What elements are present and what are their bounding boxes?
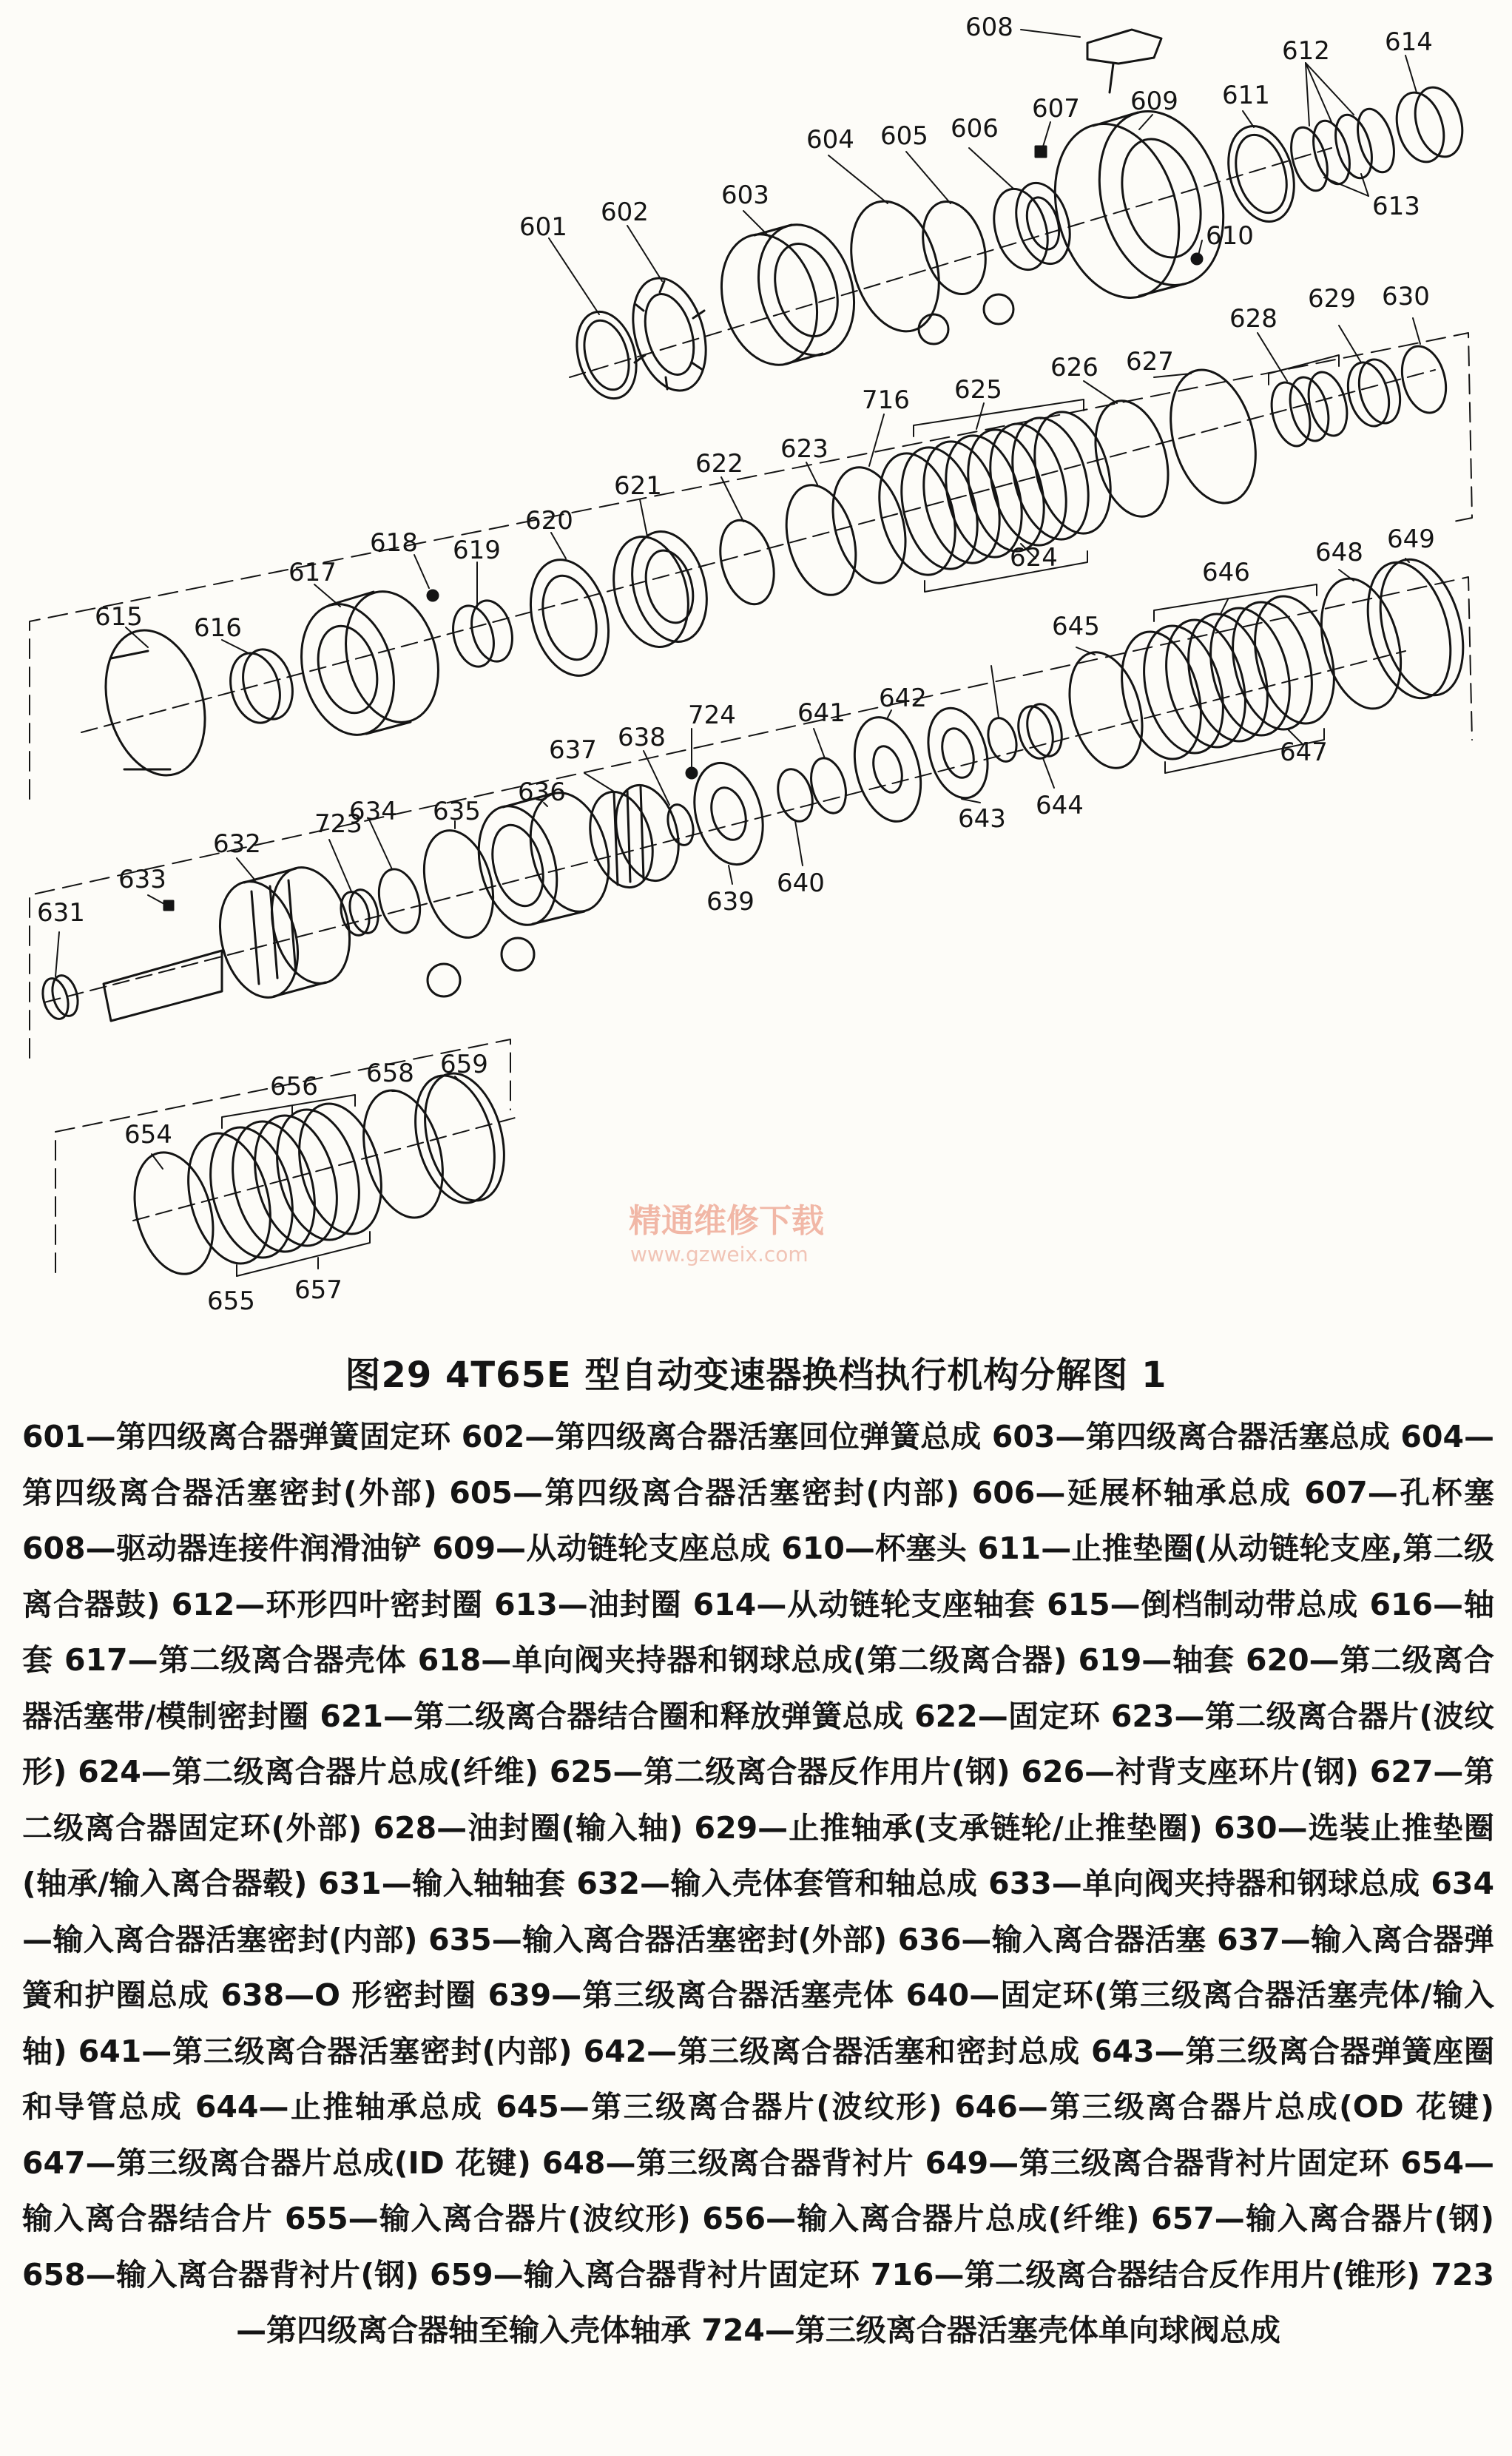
part-608 [1087, 30, 1161, 92]
part-615 [90, 619, 220, 786]
part-617 [288, 581, 452, 746]
part-630 [1395, 341, 1453, 417]
label-609: 609 [1130, 87, 1178, 116]
label-658: 658 [366, 1059, 414, 1088]
label-654: 654 [124, 1120, 172, 1150]
part-618 [428, 590, 438, 601]
label-640: 640 [777, 868, 825, 898]
label-657: 657 [294, 1275, 342, 1305]
leader-lines [55, 30, 1420, 1276]
label-620: 620 [525, 506, 573, 536]
part-621 [602, 523, 718, 655]
label-619: 619 [453, 536, 501, 565]
part-635 [413, 823, 534, 971]
part-645 [1058, 644, 1154, 776]
label-636: 636 [518, 777, 566, 807]
label-616: 616 [194, 613, 242, 643]
part-634 [372, 865, 460, 996]
part-623 [775, 477, 867, 603]
label-602: 602 [601, 198, 649, 227]
label-603: 603 [721, 181, 769, 210]
label-611: 611 [1222, 81, 1270, 110]
part-628 [1265, 355, 1353, 451]
label-621: 621 [614, 471, 662, 501]
label-628: 628 [1229, 304, 1278, 334]
label-655: 655 [207, 1286, 255, 1316]
label-625: 625 [954, 375, 1002, 405]
label-645: 645 [1052, 612, 1100, 641]
watermark-url: www.gzweix.com [630, 1242, 809, 1266]
label-723: 723 [314, 809, 362, 839]
watermark-name: 精通维修下载 [629, 1202, 824, 1240]
label-639: 639 [706, 887, 755, 917]
label-607: 607 [1032, 94, 1080, 124]
label-633: 633 [118, 865, 166, 894]
label-618: 618 [370, 528, 418, 558]
part-631 [38, 973, 81, 1022]
label-659: 659 [440, 1050, 488, 1079]
label-630: 630 [1382, 282, 1430, 311]
parts-legend: 601—第四级离合器弹簧固定环 602—第四级离合器活塞回位弹簧总成 603—第四级离合器活塞总成 604—第四级离合器活塞密封(外部) 605—第四级离合器活塞密封(内部) 606—延展杯轴承总成 607—孔杯塞 608—驱动器连接件润滑油铲 609—从动链轮支座总成 610—杯塞头 611—止推垫圈(从动链轮支座,第二级离合器鼓) 612—环形四叶密封圈 613—油封圈 614—从动链轮支座轴套 615—倒档制动带总成 616—轴套 617—第二级离合器壳体 618—单向阀夹持器和钢球总成(第二级离合器) 619—轴套 620—第二级离合器活塞带/模制密封圈 621—第二级离合器结合圈和释放弹簧总成 622—固定环 623—第二级离合器片(波纹形) 624—第二级离合器片总成(纤维) 625—第二级离合器反作用片(钢) 626—衬背支座环片(钢) 627—第二级离合器固定环(外部) 628—油封圈(输入轴) 629—止推轴承(支承链轮/止推垫圈) 630—选装止推垫圈(轴承/输入离合器毂) 631—输入轴轴套 632—输入壳体套管和轴总成 633—单向阀夹持器和钢球总成 634—输入离合器活塞密封(内部) 635—输入离合器活塞密封(外部) 636—输入离合器活塞 637—输入离合器弹簧和护圈总成 638—O 形密封圈 639—第三级离合器活塞壳体 640—固定环(第三级离合器活塞壳体/输入轴) 641—第三级离合器活塞密封(内部) 642—第三级离合器活塞和密封总成 643—第三级离合器弹簧座圈和导管总成 644—止推轴承总成 645—第三级离合器片(波纹形) 646—第三级离合器片总成(OD 花键) 647—第三级离合器片总成(ID 花键) 648—第三级离合器背衬片 649—第三级离合器背衬片固定环 654—输入离合器结合片 655—输入离合器片(波纹形) 656—输入离合器片总成(纤维) 657—输入离合器片(钢) 658—输入离合器背衬片(钢) 659—输入离合器背衬片固定环 716—第二级离合器结合反作用片(锥形) 723—第四级离合器轴至输入壳体轴承 724—第三级离合器活塞壳体单向球阀总成 [22, 1419, 1495, 2348]
part-649 [1354, 550, 1476, 708]
label-642: 642 [879, 684, 927, 713]
part-number-labels [37, 13, 1435, 1316]
part-633 [164, 901, 173, 910]
label-624: 624 [1010, 543, 1058, 573]
part-723 [337, 886, 382, 938]
label-604: 604 [806, 125, 854, 155]
label-644: 644 [1036, 791, 1084, 820]
label-643: 643 [958, 804, 1006, 834]
part-640b [984, 715, 1021, 764]
part-610 [1192, 254, 1202, 264]
label-629: 629 [1308, 284, 1356, 314]
label-623: 623 [780, 434, 828, 464]
part-616 [223, 644, 300, 728]
label-656: 656 [270, 1072, 318, 1102]
label-613: 613 [1372, 192, 1420, 221]
label-627: 627 [1126, 347, 1174, 377]
label-716: 716 [862, 385, 910, 415]
label-648: 648 [1315, 538, 1363, 567]
label-612: 612 [1282, 36, 1330, 66]
label-608: 608 [965, 13, 1013, 42]
label-610: 610 [1206, 221, 1254, 251]
label-601: 601 [519, 212, 567, 242]
label-647: 647 [1280, 738, 1328, 767]
label-617: 617 [288, 558, 337, 587]
label-635: 635 [433, 797, 481, 826]
part-607 [1036, 146, 1046, 157]
row2-frame [30, 333, 1472, 799]
label-641: 641 [797, 698, 846, 728]
label-622: 622 [695, 449, 743, 479]
part-614 [1389, 82, 1470, 168]
label-724: 724 [688, 701, 736, 730]
part-611 [1218, 118, 1304, 229]
part-659 [402, 1065, 517, 1212]
label-605: 605 [880, 121, 928, 151]
label-626: 626 [1050, 353, 1098, 382]
part-644 [1013, 701, 1067, 763]
label-637: 637 [549, 735, 597, 765]
label-614: 614 [1385, 27, 1433, 57]
label-631: 631 [37, 898, 85, 928]
part-606 [985, 177, 1079, 276]
label-634: 634 [349, 797, 397, 826]
part-626 [1084, 393, 1180, 524]
part-612-613 [1285, 105, 1401, 195]
figure-caption: 图29 4T65E 型自动变速器换档执行机构分解图 1 [345, 1354, 1167, 1396]
label-606: 606 [951, 114, 999, 144]
part-658 [351, 1082, 456, 1227]
part-655-656-657 [175, 1095, 394, 1276]
part-622 [712, 514, 783, 610]
label-646: 646 [1202, 558, 1250, 587]
part-620 [519, 551, 621, 684]
label-632: 632 [213, 829, 261, 859]
part-643 [919, 701, 997, 804]
part-627 [1157, 360, 1269, 513]
part-642 [844, 710, 931, 829]
row2-axis [81, 370, 1435, 732]
label-615: 615 [95, 602, 143, 632]
label-638: 638 [618, 723, 666, 752]
part-619 [447, 596, 519, 672]
label-649: 649 [1387, 524, 1435, 554]
